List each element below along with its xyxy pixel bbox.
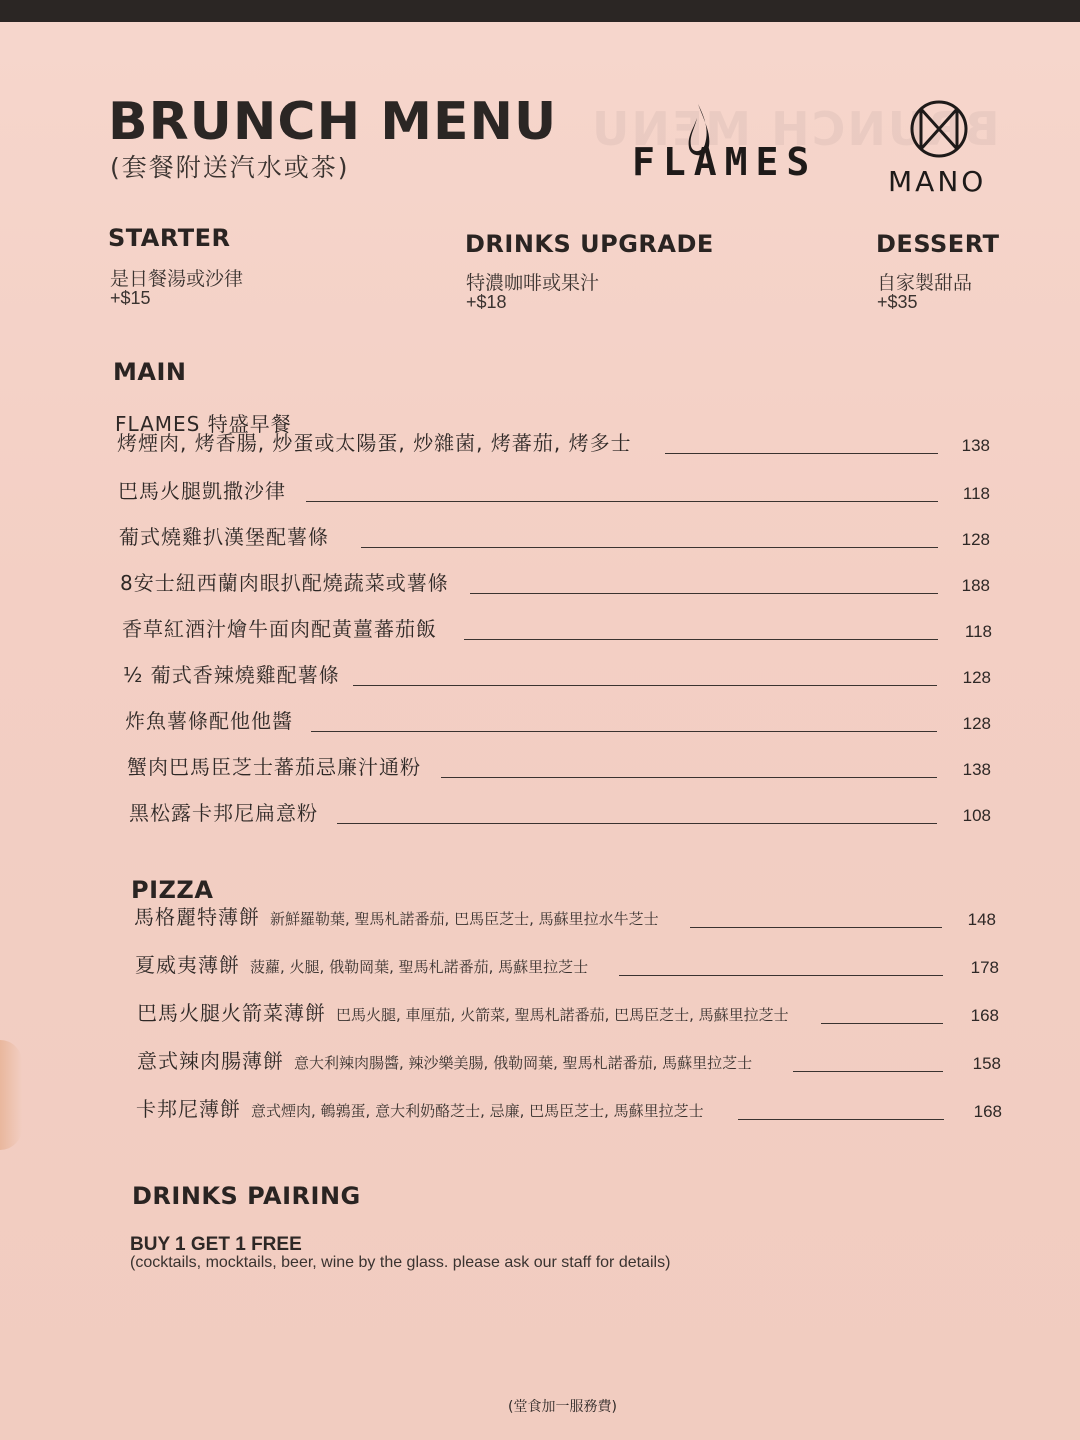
main-item-price: 128 [962,714,991,733]
menu-page [0,22,1080,1440]
leader-line [311,731,937,732]
main-item-price: 128 [961,530,990,549]
main-item-row [123,662,991,692]
main-item-name: 香草紅酒汁燴牛面肉配黃薑蕃茄飯 [122,617,437,641]
dessert-price: +$35 [877,292,918,312]
pizza-item-desc: 菠蘿, 火腿, 俄勒岡葉, 聖馬札諾番茄, 馬蘇里拉芝士 [250,958,589,976]
mano-mark-icon [909,99,969,159]
main-item-row [122,616,992,646]
drinks-pairing-details: (cocktails, mocktails, beer, wine by the glass. please ask our staff for details) [130,1254,671,1271]
drinks-upgrade-item: 特濃咖啡或果汁 [466,272,600,294]
dessert-item: 自家製甜品 [877,272,973,294]
pizza-item-name: 巴馬火腿火箭菜薄餅 巴馬火腿, 車厘茄, 火箭菜, 聖馬札諾番茄, 巴馬臣芝士, 馬蘇里拉芝士 [137,1001,789,1025]
pizza-item-desc: 巴馬火腿, 車厘茄, 火箭菜, 聖馬札諾番茄, 巴馬臣芝士, 馬蘇里拉芝士 [336,1006,789,1024]
pizza-item-row [135,952,999,982]
pizza-item-desc: 意大利辣肉腸醬, 辣沙樂美腸, 俄勒岡葉, 聖馬札諾番茄, 馬蘇里拉芝士 [294,1054,753,1072]
main-item-row [120,570,990,600]
main-item-name: 巴馬火腿凱撒沙律 [118,479,286,503]
pizza-item-price: 168 [973,1102,1002,1121]
leader-line [738,1119,944,1120]
pizza-item-desc: 意式煙肉, 鵪鶉蛋, 意大利奶酪芝士, 忌廉, 巴馬臣芝士, 馬蘇里拉芝士 [251,1102,704,1120]
leader-line [619,975,943,976]
mano-logo: MANO [888,165,987,198]
main-item-row [118,478,990,508]
drinks-upgrade-heading: DRINKS UPGRADE [465,230,714,258]
pizza-item-row [134,904,996,934]
flames-logo: FLAMES [632,140,818,184]
main-item-name: ½ 葡式香辣燒雞配薯條 [123,663,340,687]
hand-edge [0,1040,22,1150]
main-item-price: 188 [961,576,990,595]
page-title: BRUNCH MENU [108,92,558,152]
starter-heading: STARTER [108,224,231,252]
main-item-name: 8安士紐西蘭肉眼扒配燒蔬菜或薯條 [120,571,449,595]
pizza-item-name: 意式辣肉腸薄餅 意大利辣肉腸醬, 辣沙樂美腸, 俄勒岡葉, 聖馬札諾番茄, 馬蘇里拉芝士 [137,1049,753,1073]
leader-line [470,593,938,594]
main-item-price: 118 [964,622,992,641]
pizza-item-name: 馬格麗特薄餅 新鮮羅勒葉, 聖馬札諾番茄, 巴馬臣芝士, 馬蘇里拉水牛芝士 [134,905,659,929]
pizza-item-row [137,1000,999,1030]
main-item-name: 炸魚薯條配他他醬 [125,709,293,733]
leader-line [361,547,938,548]
drinks-pairing-heading: DRINKS PAIRING [132,1182,361,1210]
main-heading: MAIN [113,358,187,386]
leader-line [353,685,937,686]
pizza-item-price: 178 [970,958,999,977]
leader-line [306,501,938,502]
main-item-row [125,708,991,738]
main-item-price: 138 [961,436,990,455]
pizza-item-price: 158 [972,1054,1001,1073]
pizza-item-row [136,1096,1002,1126]
main-item-name: 黑松露卡邦尼扁意粉 [129,801,318,825]
main-item-price: 108 [962,806,991,825]
leader-line [821,1023,943,1024]
pizza-item-desc: 新鮮羅勒葉, 聖馬札諾番茄, 巴馬臣芝士, 馬蘇里拉水牛芝士 [270,910,659,928]
pizza-heading: PIZZA [131,876,214,904]
pizza-item-price: 168 [970,1006,999,1025]
leader-line [441,777,937,778]
starter-price: +$15 [110,288,151,308]
dessert-heading: DESSERT [876,230,1000,258]
service-charge-note: (堂食加一服務費) [508,1399,617,1415]
main-item-name: 烤煙肉, 烤香腸, 炒蛋或太陽蛋, 炒雜菌, 烤蕃茄, 烤多士 [117,431,632,455]
pizza-item-name: 卡邦尼薄餅 意式煙肉, 鵪鶉蛋, 意大利奶酪芝士, 忌廉, 巴馬臣芝士, 馬蘇里拉芝士 [136,1097,704,1121]
leader-line [690,927,942,928]
drinks-pairing-offer: BUY 1 GET 1 FREE [130,1234,302,1255]
pizza-item-price: 148 [967,910,996,929]
main-item-name: 蟹肉巴馬臣芝士蕃茄忌廉汁通粉 [127,755,421,779]
leader-line [665,453,938,454]
leader-line [464,639,938,640]
main-item-row [129,800,991,830]
starter-item: 是日餐湯或沙律 [110,268,244,290]
pizza-item-name: 夏威夷薄餅 菠蘿, 火腿, 俄勒岡葉, 聖馬札諾番茄, 馬蘇里拉芝士 [135,953,589,977]
main-item-price: 138 [962,760,991,779]
pizza-item-row [137,1048,1001,1078]
main-item-row [119,524,990,554]
main-item-price: 118 [962,484,990,503]
drinks-upgrade-price: +$18 [466,292,507,312]
main-item-price: 128 [962,668,991,687]
main-item-row [117,430,990,460]
page-subtitle: (套餐附送汽水或茶) [110,153,350,182]
main-item-row [127,754,991,784]
main-item-name: 葡式燒雞扒漢堡配薯條 [119,525,329,549]
flames-breakfast-name: FLAMES 特盛早餐 [115,412,292,436]
leader-line [337,823,937,824]
leader-line [793,1071,943,1072]
